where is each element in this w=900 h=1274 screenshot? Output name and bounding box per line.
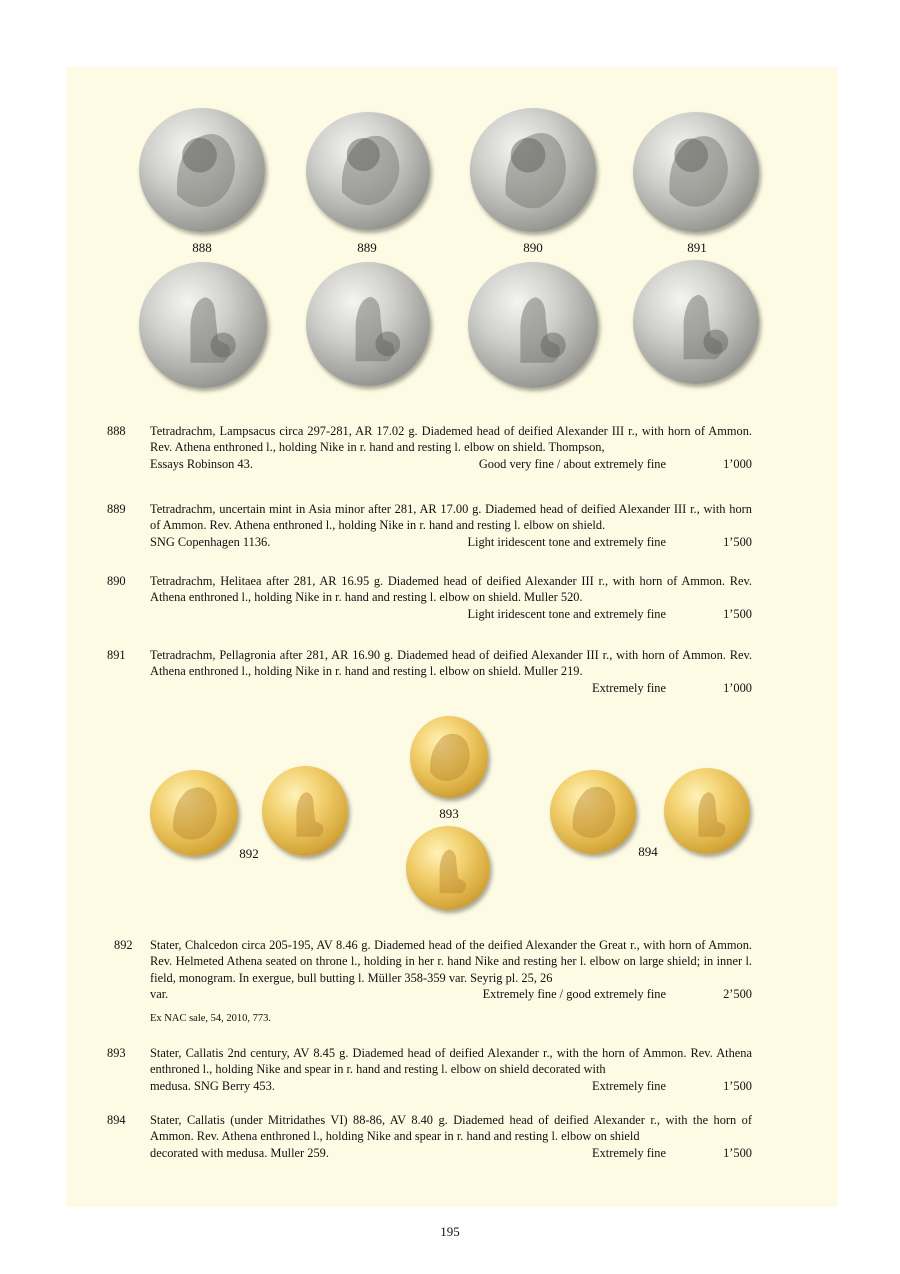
coin-893-reverse [406, 826, 490, 910]
coin-892-obverse [150, 770, 238, 856]
lot-description: Tetradrachm, Helitaea after 281, AR 16.95 g. Diademed head of deified Alexander III r., with horn of Ammon. Rev. Athena enthroned l., holding Nike in r. hand and resting l. elbow on shield. Muller 520. [150, 574, 752, 605]
lot-description: Tetradrachm, Pellagronia after 281, AR 16.90 g. Diademed head of deified Alexander III r., with horn of Ammon. Rev. Athena enthroned l., holding Nike in r. hand and resting l. elbow on shield. Muller 219. [150, 648, 752, 679]
lot-reference: Essays Robinson 43. [150, 456, 253, 471]
coin-891-obverse [633, 112, 759, 232]
lot-reference: SNG Copenhagen 1136. [150, 534, 271, 549]
coin-label-893: 893 [439, 806, 459, 821]
lot-number: 893 [107, 1046, 126, 1060]
lot-grade: Extremely fine [592, 1145, 666, 1160]
lot-grade: Light iridescent tone and extremely fine [467, 606, 666, 621]
coin-890-reverse [468, 262, 598, 388]
lot-number: 889 [107, 502, 126, 516]
coin-label-894: 894 [638, 844, 658, 859]
lot-reference: medusa. SNG Berry 453. [150, 1078, 275, 1093]
coin-892-reverse [262, 766, 348, 856]
page-number: 195 [440, 1224, 460, 1239]
lot-estimate: 1’500 [723, 606, 752, 621]
lot-estimate: 1’500 [723, 1078, 752, 1093]
coin-888-obverse [139, 108, 265, 232]
lot-estimate: 1’500 [723, 1145, 752, 1160]
coin-889-obverse [306, 112, 430, 230]
lot-reference: decorated with medusa. Muller 259. [150, 1145, 329, 1160]
lot-grade: Good very fine / about extremely fine [478, 456, 666, 471]
lot-estimate: 1’000 [723, 680, 752, 695]
lot-number: 890 [107, 574, 126, 588]
lot-number: 894 [107, 1113, 126, 1127]
coin-label-888: 888 [192, 240, 212, 255]
coin-label-892: 892 [239, 846, 259, 861]
coin-890-obverse [470, 108, 596, 232]
lot-grade: Extremely fine [592, 1078, 666, 1093]
coin-label-890: 890 [523, 240, 543, 255]
lot-number: 888 [107, 424, 126, 438]
coin-888-reverse [139, 262, 267, 388]
coin-894-obverse [550, 770, 636, 854]
lot-estimate: 1’500 [723, 534, 752, 549]
coin-label-891: 891 [687, 240, 707, 255]
coin-893-obverse [410, 716, 488, 798]
coin-894-reverse [664, 768, 750, 854]
lot-description: Stater, Callatis 2nd century, AV 8.45 g. Diademed head of deified Alexander r., with the horn of Ammon. Rev. Athena enthroned l., holding Nike and spear in r. hand and resting l. elbow on shield decorated with [150, 1046, 752, 1077]
coin-891-reverse [633, 260, 759, 384]
lot-892-provenance: Ex NAC sale, 54, 2010, 773. [150, 1013, 272, 1024]
lot-number: 892 [114, 938, 133, 952]
coin-label-889: 889 [357, 240, 377, 255]
lot-reference: var. [150, 987, 169, 1002]
lot-description: Stater, Callatis (under Mitridathes VI) 88-86, AV 8.40 g. Diademed head of deified Alexander r., with the horn of Ammon. Rev. Athena enthroned l., holding Nike and spear in r. hand and resting l. elbow on shield [150, 1113, 752, 1144]
lot-number: 891 [107, 648, 126, 662]
lot-estimate: 1’000 [723, 456, 752, 471]
coin-889-reverse [306, 262, 430, 386]
lot-grade: Light iridescent tone and extremely fine [467, 534, 666, 549]
catalogue-panel [66, 67, 838, 1207]
lot-estimate: 2’500 [723, 987, 752, 1002]
lot-grade: Extremely fine / good extremely fine [482, 987, 666, 1002]
lot-description: Tetradrachm, uncertain mint in Asia minor after 281, AR 17.00 g. Diademed head of deified Alexander III r., with horn of Ammon. Rev. Athena enthroned l., holding Nike in r. hand and resting l. elbow on shield. [150, 502, 752, 533]
lot-description: Tetradrachm, Lampsacus circa 297-281, AR 17.02 g. Diademed head of deified Alexander III r., with horn of Ammon. Rev. Athena enthroned l., holding Nike in r. hand and resting l. elbow on shield. Thompson, [150, 424, 752, 455]
lot-description: Stater, Chalcedon circa 205-195, AV 8.46 g. Diademed head of the deified Alexander the Great r., with horn of Ammon. Rev. Helmeted Athena seated on throne l., holding in her r. hand Nike and resting her l. elbow on large shield; in inner l. field, monogram. In exergue, bull butting l. Müller 358-359 var. Seyrig pl. 25, 26 [150, 938, 752, 985]
lot-grade: Extremely fine [592, 680, 666, 695]
